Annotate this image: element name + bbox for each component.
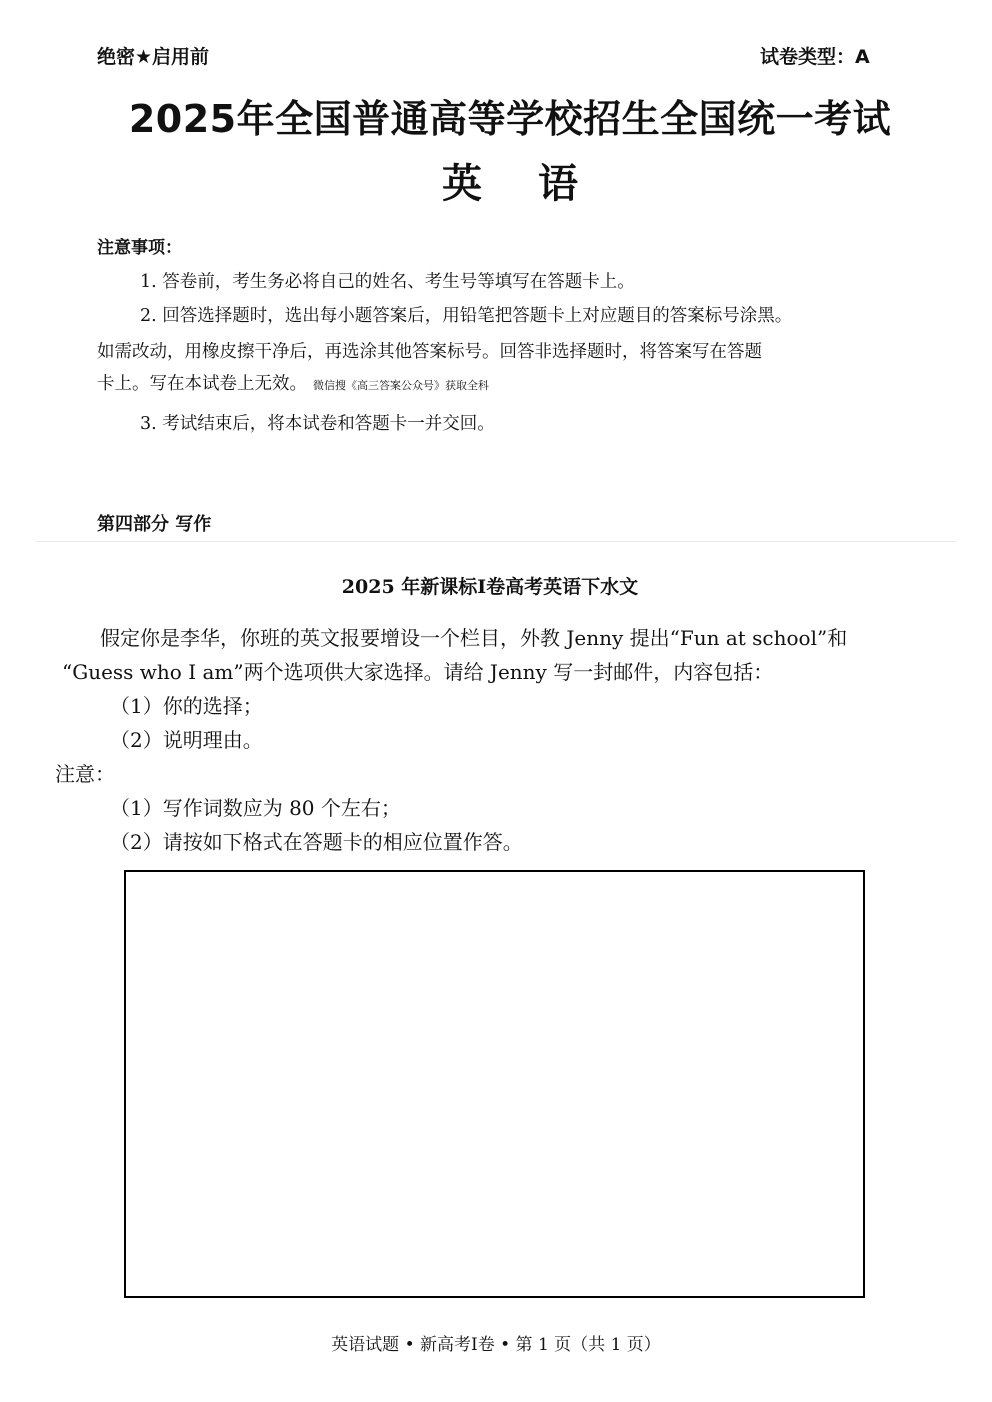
paper-type-label: 试卷类型：A [760, 46, 870, 68]
notice-item-1: 1. 答卷前，考生务必将自己的姓名、考生号等填写在答题卡上。 [140, 272, 635, 292]
notice-heading: 注意事项： [97, 238, 182, 258]
notice-item-2-line-3-text: 卡上。写在本试卷上无效。 [97, 374, 307, 394]
prompt-line-2: “Guess who I am”两个选项供大家选择。请给 Jenny 写一封邮件，内容包括： [62, 660, 774, 684]
requirement-1: （1）你的选择； [110, 694, 263, 718]
prompt-line-1: 假定你是李华，你班的英文报要增设一个栏目，外教 Jenny 提出“Fun at school”和 [100, 626, 848, 650]
note-1: （1）写作词数应为 80 个左右； [110, 796, 401, 820]
page-footer: 英语试题 • 新高考I卷 • 第 1 页（共 1 页） [331, 1335, 661, 1355]
section-heading: 第四部分 写作 [97, 514, 212, 535]
confidential-label: 绝密★启用前 [97, 46, 210, 68]
watermark-note: 微信搜《高三答案公众号》获取全科 [313, 379, 489, 392]
note-2: （2）请按如下格式在答题卡的相应位置作答。 [110, 830, 523, 854]
notice-item-3: 3. 考试结束后，将本试卷和答题卡一并交回。 [140, 414, 495, 434]
exam-title: 2025年全国普通高等学校招生全国统一考试 [128, 97, 892, 141]
section-divider [36, 541, 956, 542]
notice-item-2-line-1: 2. 回答选择题时，选出每小题答案后，用铅笔把答题卡上对应题目的答案标号涂黑。 [140, 306, 793, 326]
note-label: 注意： [55, 762, 115, 786]
requirement-2: （2）说明理由。 [110, 728, 263, 752]
notice-item-2-line-2: 如需改动，用橡皮擦干净后，再选涂其他答案标号。回答非选择题时，将答案写在答题 [97, 342, 762, 362]
subject-title: 英语 [442, 161, 634, 207]
answer-box [124, 870, 865, 1298]
notice-item-2-line-3 [97, 366, 489, 404]
passage-title: 2025 年新课标I卷高考英语下水文 [341, 576, 639, 598]
